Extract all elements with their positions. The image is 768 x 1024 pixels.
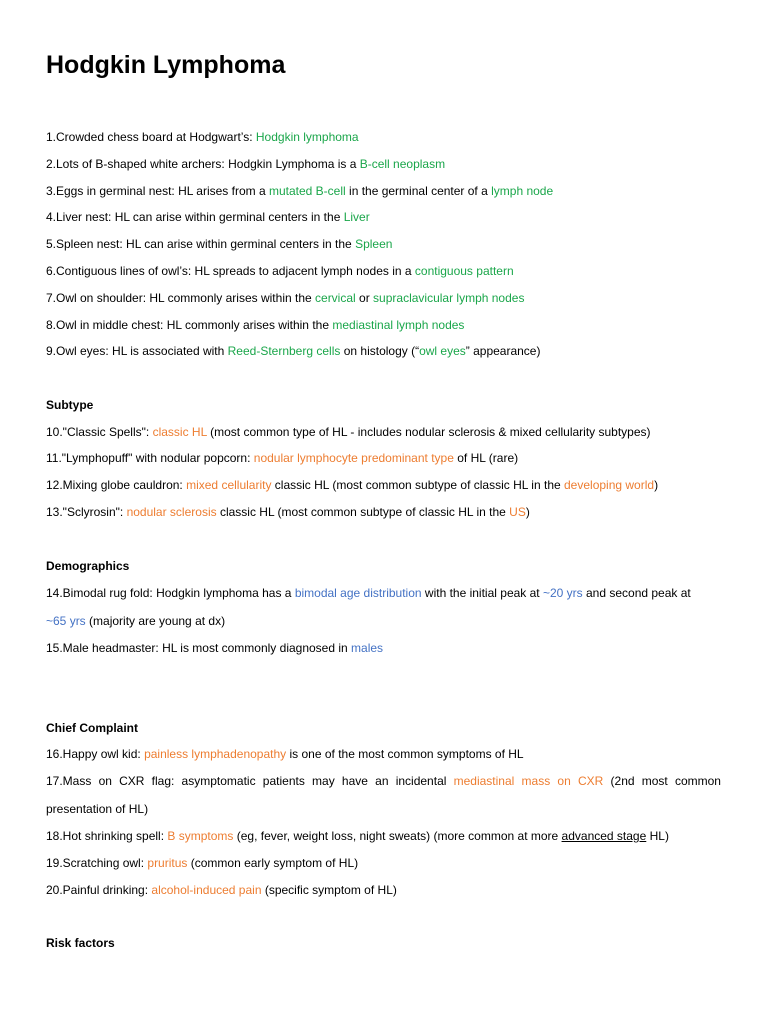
text-span: on histology (“ — [340, 344, 420, 358]
highlighted-term: Reed-Sternberg cells — [227, 344, 341, 358]
text-span: ) — [654, 478, 659, 492]
note-line — [46, 477, 721, 493]
text-span: 1.Crowded chess board at Hodgwart’s: — [46, 130, 256, 144]
highlighted-term: mutated B-cell — [268, 184, 346, 198]
text-span: 9.Owl eyes: HL is associated with — [46, 344, 228, 358]
text-span: 19.Scratching owl: — [46, 856, 148, 870]
note-line — [46, 290, 721, 306]
text-span: classic HL (most common subtype of classic HL in the — [216, 505, 510, 519]
note-line — [46, 746, 721, 762]
text-span: ” appearance) — [465, 344, 541, 358]
note-line — [46, 450, 721, 466]
underlined-text: advanced stage — [561, 829, 647, 843]
text-span: 13."Sclyrosin": — [46, 505, 127, 519]
text-span: is one of the most common symptoms of HL — [286, 747, 524, 761]
highlighted-term: mediastinal lymph nodes — [332, 318, 465, 332]
text-span: HL) — [646, 829, 669, 843]
highlighted-term: US — [509, 505, 526, 519]
highlighted-term: bimodal age distribution — [294, 586, 422, 600]
text-span: and second peak at — [582, 586, 691, 600]
highlighted-term: males — [351, 641, 384, 655]
page-title: Hodgkin Lymphoma — [46, 51, 286, 79]
text-span: or — [355, 291, 374, 305]
text-span: 16.Happy owl kid: — [46, 747, 145, 761]
text-span: (2nd most common — [603, 774, 721, 788]
highlighted-term: cervical — [315, 291, 356, 305]
text-span: with the initial peak at — [421, 586, 543, 600]
highlighted-term: classic HL — [152, 425, 207, 439]
text-span: 11."Lymphopuff" with nodular popcorn: — [46, 451, 254, 465]
highlighted-term: Liver — [343, 210, 370, 224]
note-line — [46, 882, 721, 898]
text-span: of HL (rare) — [453, 451, 519, 465]
text-span: 20.Painful drinking: — [46, 883, 152, 897]
highlighted-term: mediastinal mass on CXR — [453, 774, 604, 788]
highlighted-term: ~65 yrs — [46, 614, 86, 628]
note-line — [46, 640, 721, 656]
text-span: Subtype — [46, 398, 94, 412]
note-line — [46, 263, 721, 279]
section-heading — [46, 720, 721, 736]
text-span: 14.Bimodal rug fold: Hodgkin lymphoma has a — [46, 586, 295, 600]
section-heading — [46, 397, 721, 413]
highlighted-term: mixed cellularity — [186, 478, 272, 492]
text-span: (most common type of HL - includes nodular sclerosis & mixed cellularity subtypes) — [206, 425, 651, 439]
highlighted-term: developing world — [564, 478, 655, 492]
note-line — [46, 343, 721, 359]
text-span: 2.Lots of B-shaped white archers: Hodgkin Lymphoma is a — [46, 157, 360, 171]
text-span: Risk factors — [46, 936, 115, 950]
text-span: Chief Complaint — [46, 721, 138, 735]
note-line — [46, 236, 721, 252]
note-line — [46, 129, 721, 145]
text-span: (eg, fever, weight loss, night sweats) (more common at more — [233, 829, 562, 843]
highlighted-term: supraclavicular lymph nodes — [373, 291, 525, 305]
text-span: 3.Eggs in germinal nest: HL arises from a — [46, 184, 269, 198]
text-span: 7.Owl on shoulder: HL commonly arises within the — [46, 291, 316, 305]
note-line — [46, 613, 721, 629]
note-line — [46, 801, 721, 817]
note-line — [46, 773, 721, 789]
text-span: 4.Liver nest: HL can arise within germinal centers in the — [46, 210, 344, 224]
note-line — [46, 855, 721, 871]
highlighted-term: Hodgkin lymphoma — [255, 130, 359, 144]
note-line — [46, 209, 721, 225]
section-heading — [46, 558, 721, 574]
highlighted-term: alcohol-induced pain — [151, 883, 262, 897]
text-span: 18.Hot shrinking spell: — [46, 829, 168, 843]
text-span: 8.Owl in middle chest: HL commonly arises within the — [46, 318, 333, 332]
text-span: 5.Spleen nest: HL can arise within germinal centers in the — [46, 237, 356, 251]
text-span: (common early symptom of HL) — [187, 856, 359, 870]
highlighted-term: nodular lymphocyte predominant type — [253, 451, 454, 465]
section-heading — [46, 935, 721, 951]
text-span: classic HL (most common subtype of classic HL in the — [271, 478, 564, 492]
text-span: 12.Mixing globe cauldron: — [46, 478, 187, 492]
note-line — [46, 585, 721, 601]
note-line — [46, 424, 721, 440]
note-line — [46, 183, 721, 199]
highlighted-term: contiguous pattern — [414, 264, 514, 278]
highlighted-term: ~20 yrs — [542, 586, 583, 600]
note-line — [46, 828, 721, 844]
note-line — [46, 504, 721, 520]
highlighted-term: B-cell neoplasm — [359, 157, 446, 171]
text-span: in the germinal center of a — [345, 184, 492, 198]
text-span: ) — [525, 505, 530, 519]
text-span: (majority are young at dx) — [85, 614, 226, 628]
highlighted-term: painless lymphadenopathy — [144, 747, 287, 761]
text-span: 15.Male headmaster: HL is most commonly diagnosed in — [46, 641, 352, 655]
text-span: 17.Mass on CXR flag: asymptomatic patients may have an incidental — [46, 774, 454, 788]
highlighted-term: Spleen — [355, 237, 393, 251]
highlighted-term: nodular sclerosis — [126, 505, 217, 519]
note-line — [46, 317, 721, 333]
highlighted-term: lymph node — [491, 184, 554, 198]
text-span: 10."Classic Spells": — [46, 425, 153, 439]
highlighted-term: owl eyes — [419, 344, 466, 358]
text-span: Demographics — [46, 559, 130, 573]
text-span: (specific symptom of HL) — [261, 883, 397, 897]
highlighted-term: B symptoms — [167, 829, 234, 843]
note-line — [46, 156, 721, 172]
highlighted-term: pruritus — [147, 856, 188, 870]
text-span: presentation of HL) — [46, 802, 149, 816]
text-span: 6.Contiguous lines of owl’s: HL spreads to adjacent lymph nodes in a — [46, 264, 415, 278]
